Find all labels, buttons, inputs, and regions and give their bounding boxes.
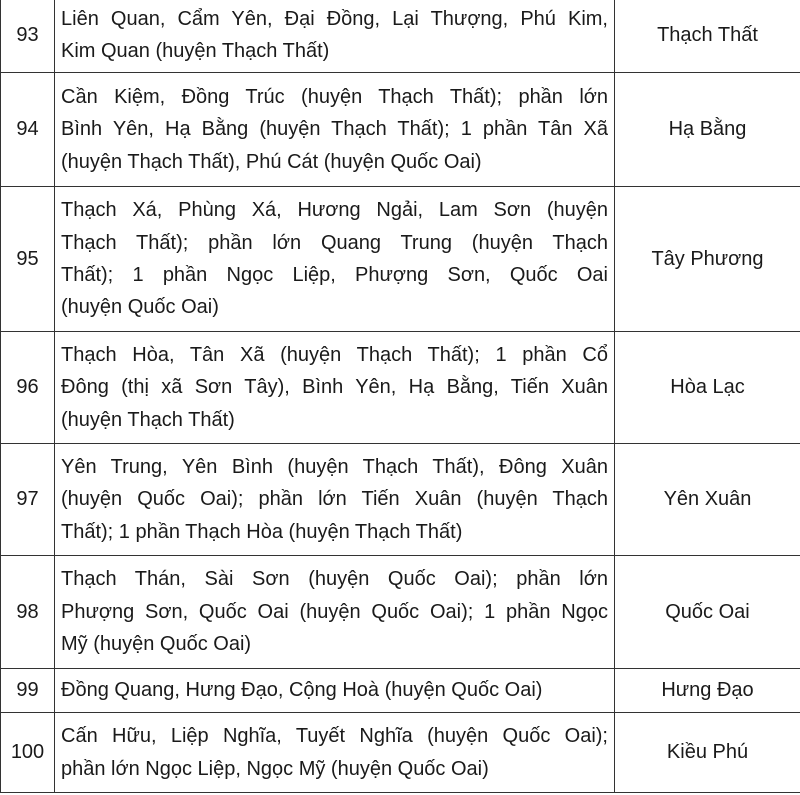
merged-communes-line: (huyện Quốc Oai); phần lớn Tiến Xuân (huyện Thạch	[61, 488, 608, 511]
merged-communes-cell	[55, 556, 615, 669]
row-number: 96	[1, 332, 55, 444]
new-ward-name: Kiều Phú	[615, 713, 800, 793]
row-number: 98	[1, 556, 55, 669]
new-ward-name: Thạch Thất	[615, 0, 800, 73]
merged-communes-cell	[55, 187, 615, 332]
new-ward-name: Hưng Đạo	[615, 669, 800, 713]
table-row	[1, 187, 800, 332]
merged-communes-line: Thất); 1 phần Thạch Hòa (huyện Thạch Thất)	[61, 520, 463, 543]
table-row	[1, 444, 800, 556]
wards-table-body	[1, 0, 800, 793]
row-number: 97	[1, 444, 55, 556]
merged-communes-line: Phượng Sơn, Quốc Oai (huyện Quốc Oai); 1 phần Ngọc	[61, 600, 608, 623]
table-row	[1, 73, 800, 187]
table-row	[1, 0, 800, 73]
merged-communes-line: Liên Quan, Cẩm Yên, Đại Đồng, Lại Thượng, Phú Kim,	[61, 7, 608, 30]
merged-communes-line: Đồng Quang, Hưng Đạo, Cộng Hoà (huyện Quốc Oai)	[61, 679, 543, 702]
table-row	[1, 713, 800, 793]
row-number: 93	[1, 0, 55, 73]
row-number: 95	[1, 187, 55, 332]
merged-communes-line: Thạch Xá, Phùng Xá, Hương Ngải, Lam Sơn (huyện	[61, 199, 608, 222]
merged-communes-line: (huyện Thạch Thất)	[61, 408, 235, 431]
merged-communes-line: Thạch Thất); phần lớn Quang Trung (huyện Thạch	[61, 231, 608, 254]
merged-communes-cell	[55, 713, 615, 793]
table-row	[1, 332, 800, 444]
table-row	[1, 556, 800, 669]
merged-communes-line: Thất); 1 phần Ngọc Liệp, Phượng Sơn, Quốc Oai	[61, 264, 608, 286]
row-number: 94	[1, 73, 55, 187]
new-ward-name: Hạ Bằng	[615, 73, 800, 187]
merged-communes-line: Yên Trung, Yên Bình (huyện Thạch Thất), Đông Xuân	[61, 455, 608, 478]
table-row	[1, 669, 800, 713]
merged-communes-cell	[55, 0, 615, 73]
merged-communes-line: Đông (thị xã Sơn Tây), Bình Yên, Hạ Bằng, Tiến Xuân	[61, 376, 608, 399]
merged-communes-line: Kim Quan (huyện Thạch Thất)	[61, 40, 330, 62]
merged-communes-cell	[55, 669, 615, 713]
row-number: 99	[1, 669, 55, 713]
merged-communes-line: Mỹ (huyện Quốc Oai)	[61, 633, 252, 656]
new-ward-name: Quốc Oai	[615, 556, 800, 669]
merged-communes-line: Thạch Hòa, Tân Xã (huyện Thạch Thất); 1 phần Cổ	[61, 343, 608, 366]
row-number: 100	[1, 713, 55, 793]
merged-communes-line: Cần Kiệm, Đồng Trúc (huyện Thạch Thất); phần lớn	[61, 85, 608, 108]
new-ward-name: Tây Phương	[615, 187, 800, 332]
merged-communes-cell	[55, 332, 615, 444]
merged-communes-line: Bình Yên, Hạ Bằng (huyện Thạch Thất); 1 phần Tân Xã	[61, 118, 608, 141]
merged-communes-line: phần lớn Ngọc Liệp, Ngọc Mỹ (huyện Quốc Oai)	[61, 757, 489, 780]
merged-communes-cell	[55, 73, 615, 187]
merged-communes-line: (huyện Thạch Thất), Phú Cát (huyện Quốc Oai)	[61, 150, 482, 173]
merged-communes-line: (huyện Quốc Oai)	[61, 296, 219, 319]
merged-communes-line: Cấn Hữu, Liệp Nghĩa, Tuyết Nghĩa (huyện Quốc Oai);	[61, 725, 608, 748]
new-ward-name: Yên Xuân	[615, 444, 800, 556]
merged-communes-cell	[55, 444, 615, 556]
new-ward-name: Hòa Lạc	[615, 332, 800, 444]
merged-communes-line: Thạch Thán, Sài Sơn (huyện Quốc Oai); phần lớn	[61, 568, 608, 591]
